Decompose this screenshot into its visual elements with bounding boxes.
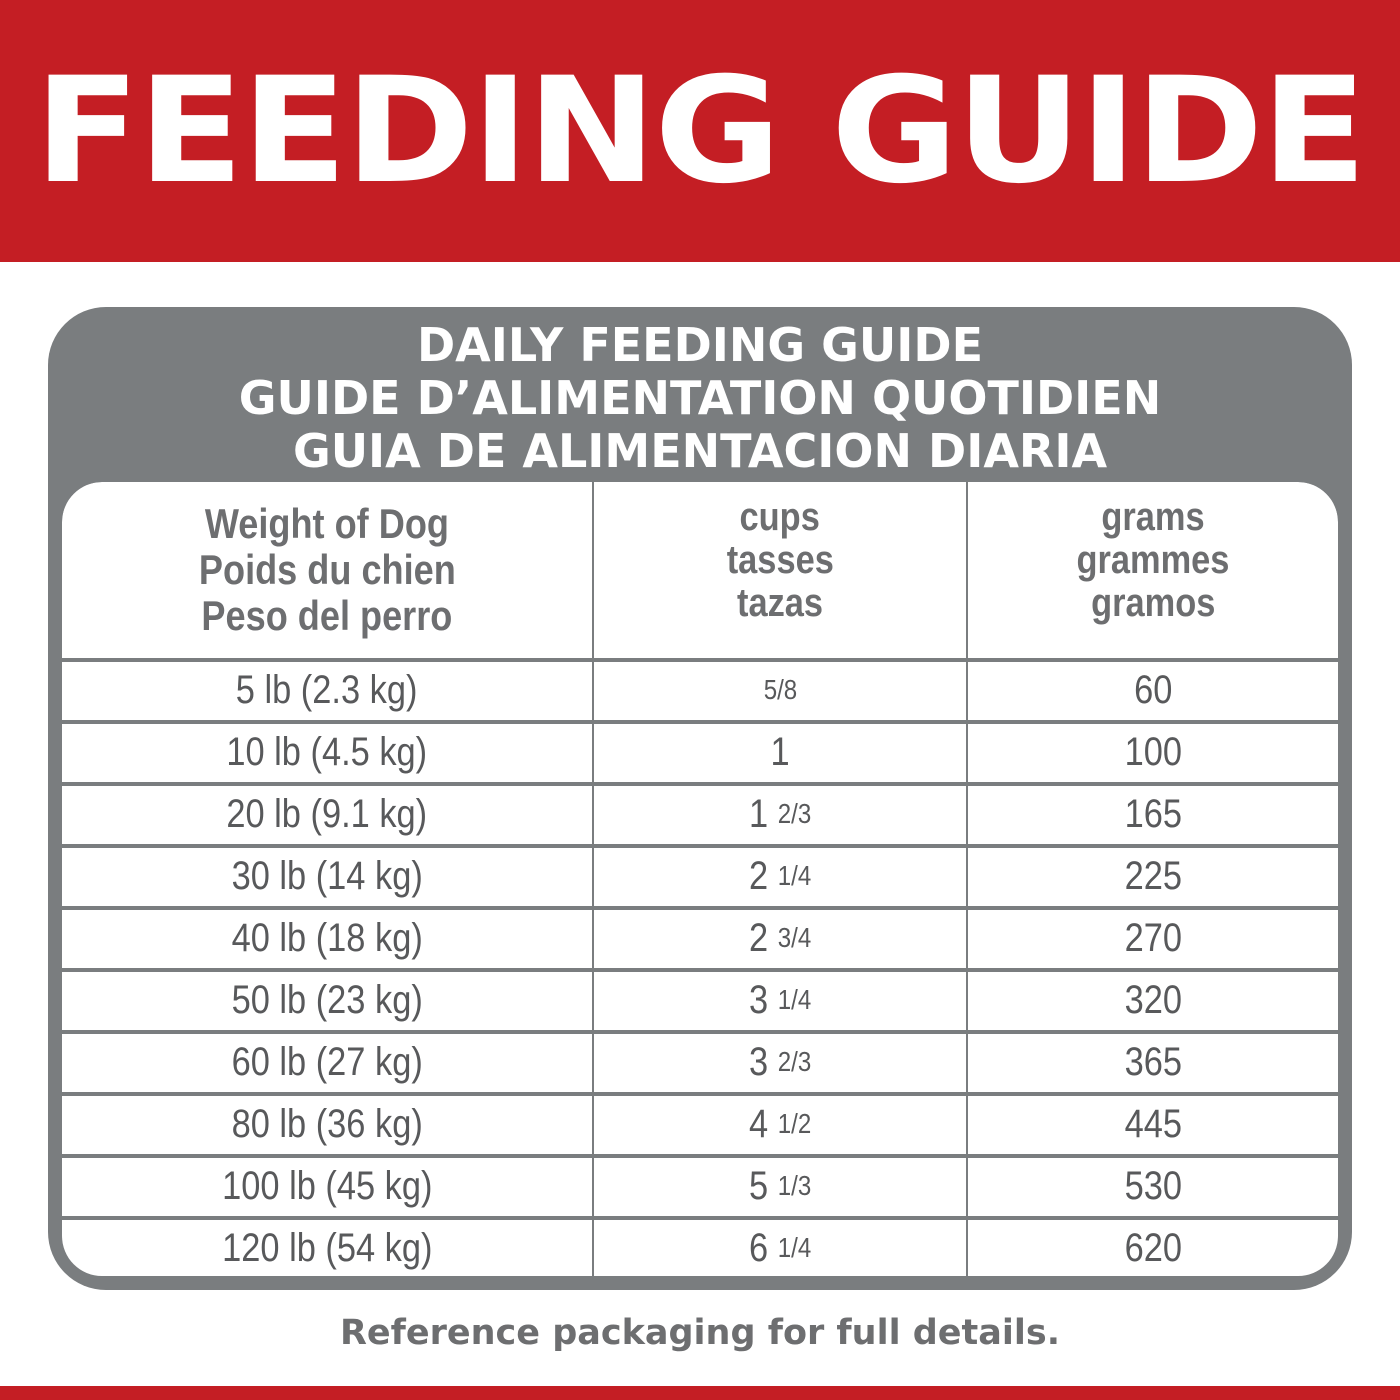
- grams-value: 100: [1124, 730, 1182, 775]
- header-weight-en: Weight of Dog: [204, 500, 450, 547]
- grams-value: 225: [1124, 854, 1182, 899]
- grams-cell: [968, 1096, 1338, 1155]
- cups-fraction: 1/4: [777, 1232, 812, 1264]
- cups-value: [749, 1102, 811, 1147]
- title-banner: [0, 0, 1400, 262]
- cups-whole: 1: [770, 730, 790, 775]
- header-cups-en: cups: [739, 494, 821, 539]
- cups-whole: 3: [748, 1040, 769, 1085]
- header-weight-es: Peso del perro: [201, 592, 453, 639]
- cups-whole: 3: [748, 978, 769, 1023]
- weight-value: 30 lb (14 kg): [231, 854, 423, 899]
- cups-cell: [594, 848, 966, 907]
- cups-fraction: 2/3: [777, 798, 812, 830]
- frame-title-english: DAILY FEEDING GUIDE: [416, 318, 984, 372]
- cups-cell: [594, 972, 966, 1031]
- cups-whole: 5: [748, 1164, 769, 1209]
- grams-value: 320: [1124, 978, 1182, 1023]
- weight-cell: [62, 1034, 592, 1093]
- cups-value: [770, 730, 789, 775]
- feeding-table: [62, 482, 1338, 1276]
- feeding-table-grid: [62, 482, 1338, 1276]
- header-cups: [594, 482, 966, 658]
- weight-cell: [62, 662, 592, 721]
- cups-value: [749, 854, 811, 899]
- grams-cell: [968, 786, 1338, 845]
- grams-value: 445: [1124, 1102, 1182, 1147]
- cups-whole: 4: [748, 1102, 769, 1147]
- weight-value: 40 lb (18 kg): [231, 916, 423, 961]
- grams-cell: [968, 1158, 1338, 1217]
- cups-fraction: 5/8: [763, 674, 797, 706]
- cups-value: [749, 1040, 811, 1085]
- header-grams-fr: grammes: [1076, 537, 1230, 582]
- frame-title-spanish: GUIA DE ALIMENTACION DIARIA: [292, 424, 1108, 478]
- grams-value: 60: [1133, 668, 1173, 713]
- header-weight: [62, 482, 592, 658]
- grams-cell: [968, 1034, 1338, 1093]
- cups-whole: 6: [748, 1226, 769, 1271]
- cups-value: [749, 1164, 811, 1209]
- cups-whole: 2: [748, 916, 769, 961]
- weight-cell: [62, 1220, 592, 1277]
- header-grams-en: grams: [1101, 494, 1205, 539]
- grams-cell: [968, 662, 1338, 721]
- cups-value: [749, 978, 811, 1023]
- cups-fraction: 1/2: [777, 1108, 812, 1140]
- feeding-table-frame: [48, 307, 1352, 1290]
- banner-title: FEEDING GUIDE: [34, 46, 1366, 216]
- cups-fraction: 3/4: [777, 922, 812, 954]
- grams-cell: [968, 724, 1338, 783]
- weight-value: 10 lb (4.5 kg): [226, 730, 428, 775]
- grams-value: 365: [1124, 1040, 1182, 1085]
- weight-value: 80 lb (36 kg): [231, 1102, 423, 1147]
- cups-cell: [594, 1034, 966, 1093]
- footnote: Reference packaging for full details.: [339, 1313, 1061, 1353]
- grams-cell: [968, 848, 1338, 907]
- bottom-accent-bar: [0, 1386, 1400, 1400]
- header-cups-fr: tasses: [726, 537, 834, 582]
- frame-title-french: GUIDE D’ALIMENTATION QUOTIDIEN: [238, 371, 1162, 425]
- weight-cell: [62, 786, 592, 845]
- weight-value: 100 lb (45 kg): [221, 1164, 433, 1209]
- weight-value: 60 lb (27 kg): [231, 1040, 423, 1085]
- cups-cell: [594, 724, 966, 783]
- cups-fraction: 2/3: [777, 1046, 812, 1078]
- grams-value: 530: [1124, 1164, 1182, 1209]
- grams-value: 620: [1124, 1226, 1182, 1271]
- weight-cell: [62, 972, 592, 1031]
- weight-cell: [62, 724, 592, 783]
- cups-fraction: 1/4: [777, 860, 812, 892]
- cups-cell: [594, 1220, 966, 1277]
- weight-value: 5 lb (2.3 kg): [236, 668, 418, 713]
- frame-titles: [48, 319, 1352, 478]
- cups-whole: 1: [748, 792, 769, 837]
- cups-cell: [594, 1096, 966, 1155]
- grams-cell: [968, 1220, 1338, 1277]
- cups-value: [749, 1226, 811, 1271]
- grams-cell: [968, 972, 1338, 1031]
- grams-value: 165: [1124, 792, 1182, 837]
- cups-value: [749, 916, 811, 961]
- weight-cell: [62, 848, 592, 907]
- header-grams: [968, 482, 1338, 658]
- weight-cell: [62, 910, 592, 969]
- cups-fraction: 1/4: [777, 984, 812, 1016]
- weight-cell: [62, 1158, 592, 1217]
- cups-cell: [594, 910, 966, 969]
- weight-value: 50 lb (23 kg): [231, 978, 423, 1023]
- cups-value: [763, 668, 796, 713]
- cups-fraction: 1/3: [777, 1170, 812, 1202]
- weight-value: 20 lb (9.1 kg): [226, 792, 428, 837]
- weight-cell: [62, 1096, 592, 1155]
- header-cups-es: tazas: [736, 580, 824, 625]
- cups-cell: [594, 1158, 966, 1217]
- weight-value: 120 lb (54 kg): [221, 1226, 433, 1271]
- header-weight-fr: Poids du chien: [198, 546, 456, 593]
- cups-whole: 2: [748, 854, 769, 899]
- grams-cell: [968, 910, 1338, 969]
- cups-value: [749, 792, 811, 837]
- cups-cell: [594, 786, 966, 845]
- header-grams-es: gramos: [1090, 580, 1216, 625]
- cups-cell: [594, 662, 966, 721]
- grams-value: 270: [1124, 916, 1182, 961]
